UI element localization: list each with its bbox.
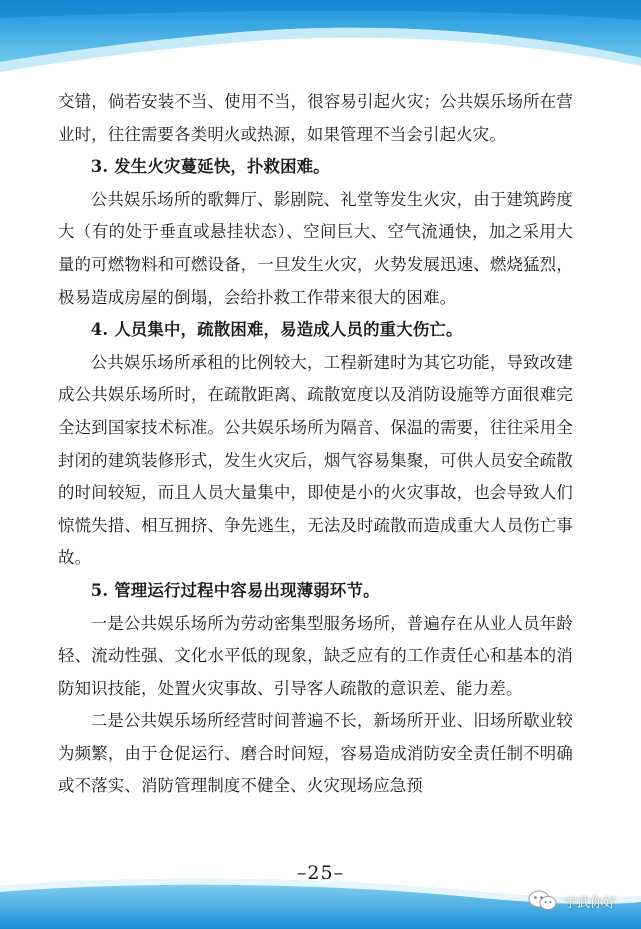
paragraph-1: 交错，倘若安装不当、使用不当，很容易引起火灾；公共娱乐场所在营业时，往往需要各类明火或热源，如果管理不当会引起火灾。 — [58, 92, 573, 144]
heading-4: 4. 人员集中，疏散困难，易造成人员的重大伤亡。 — [90, 320, 463, 340]
watermark — [528, 889, 616, 913]
paragraph-3: 公共娱乐场所承租的比例较大，工程新建时为其它功能，导致改建成公共娱乐场所时，在疏散距离、疏散宽度以及消防设施等方面很难完全达到国家技术标准。公共娱乐场所为隔音、保温的需要，往往采用全封闭的建筑装修形式，发生火灾后，烟气容易集聚，可供人员安全疏散的时间较短，而且人员大量集中，即使是小的火灾事故，也会导致人们惊慌失措、相互拥挤、争先逃生，无法及时疏散而造成重大人员伤亡事故。 — [58, 352, 573, 568]
header-wave-band — [0, 0, 641, 86]
paragraph-2: 公共娱乐场所的歌舞厅、影剧院、礼堂等发生火灾，由于建筑跨度大（有的处于垂直或悬挂状态）、空间巨大、空气流通快，加之采用大量的可燃物料和可燃设备，一旦发生火灾，火势发展迅速、燃烧猛烈，极易造成房屋的倒塌，会给扑救工作带来很大的困难。 — [58, 189, 573, 307]
paragraph-5: 二是公共娱乐场所经营时间普遍不长，新场所开业、旧场所歇业较为频繁，由于仓促运行、磨合时间短，容易造成消防安全责任制不明确或不落实、消防管理制度不健全、火灾现场应急预 — [58, 711, 573, 796]
watermark-text: 宁武你好 — [564, 895, 617, 911]
paragraph-4: 一是公共娱乐场所为劳动密集型服务场所，普遍存在从业人员年龄轻、流动性强、文化水平低的现象，缺乏应有的工作责任心和基本的消防知识技能，处置火灾事故、引导客人疏散的意识差、能力差。 — [58, 613, 573, 698]
page-body — [58, 86, 573, 803]
wechat-icon — [528, 890, 558, 912]
heading-5: 5. 管理运行过程中容易出现薄弱环节。 — [90, 580, 380, 600]
page-number: –25– — [296, 862, 345, 884]
heading-3: 3. 发生火灾蔓延快，扑救困难。 — [90, 157, 330, 177]
